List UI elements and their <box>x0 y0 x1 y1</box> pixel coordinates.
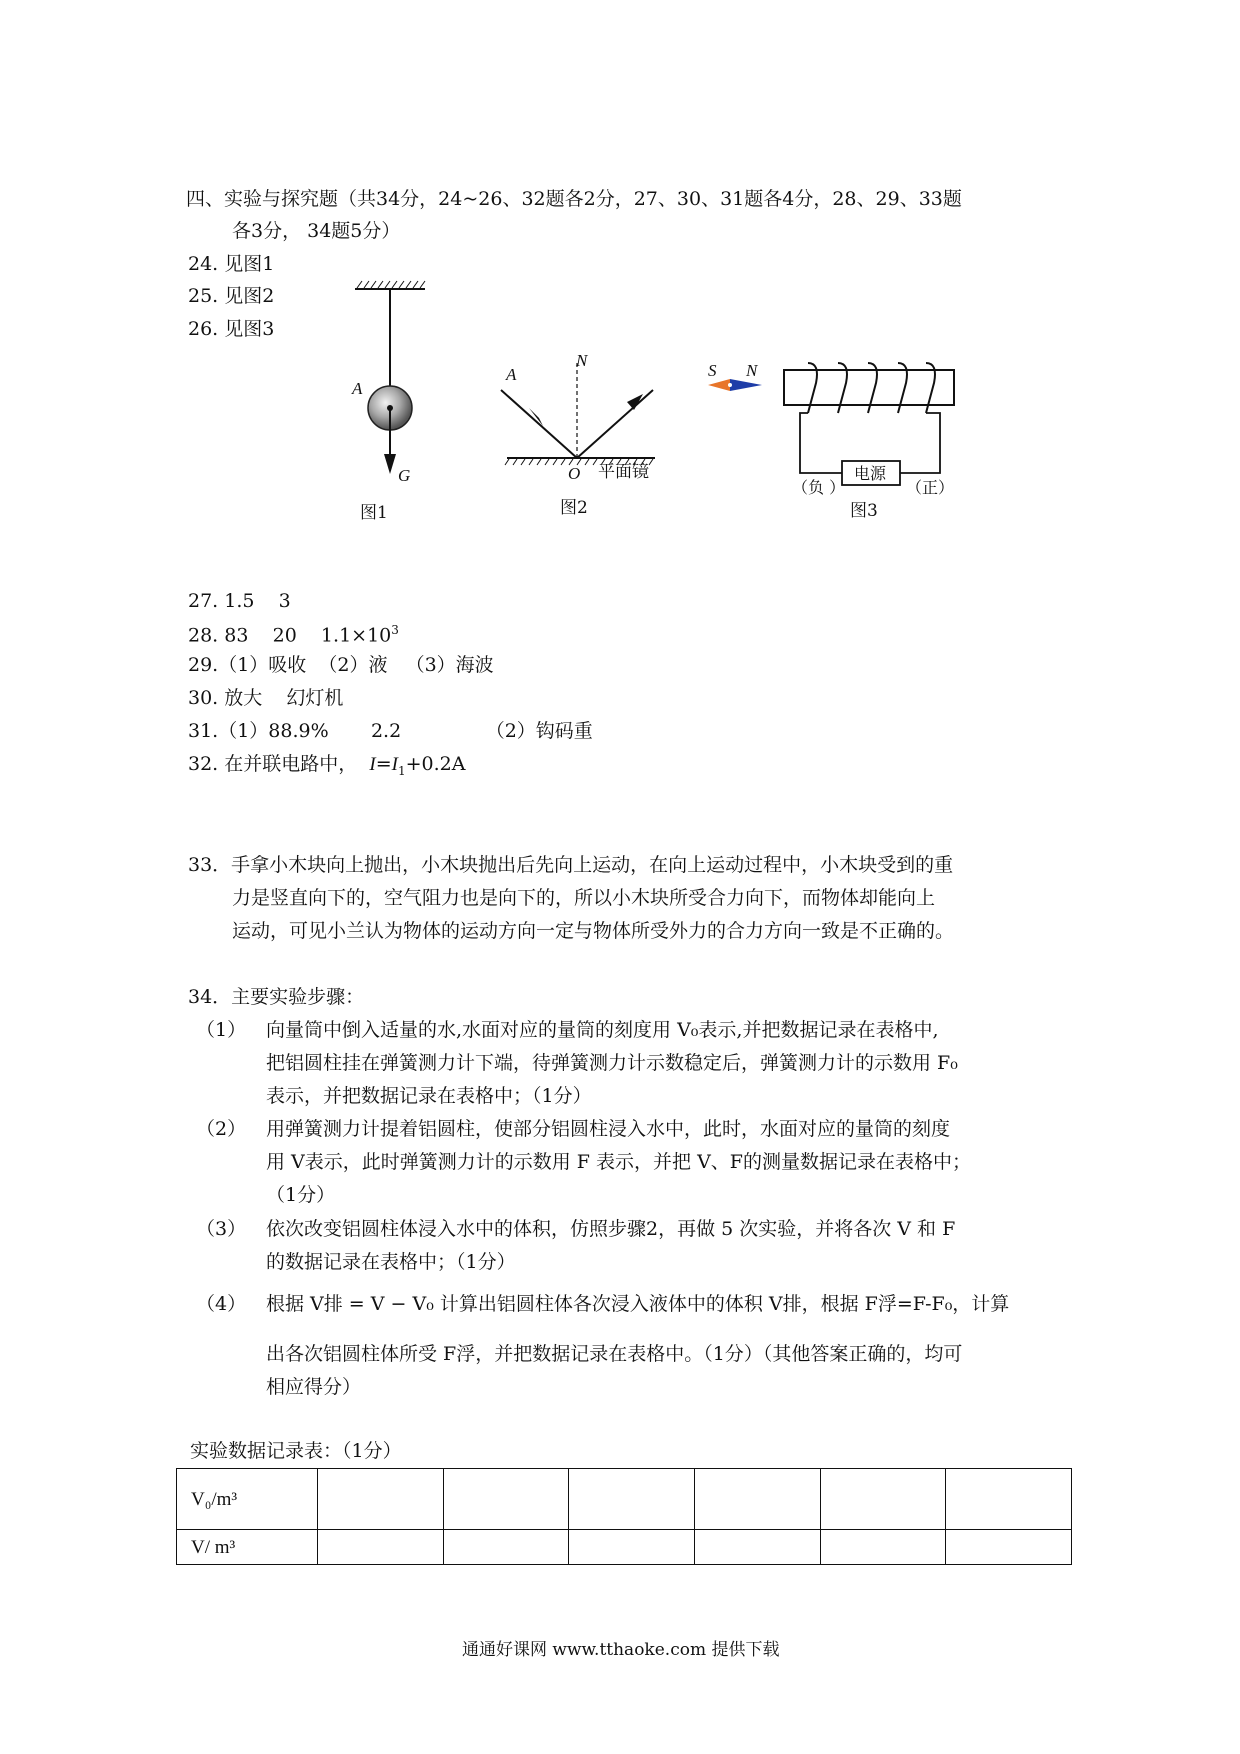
item-number: 24. <box>188 253 219 275</box>
figure-2-label-a: A <box>506 365 517 384</box>
table-cell <box>694 1469 820 1530</box>
q34-step-1-line-3: 表示，并把数据记录在表格中；（1分） <box>266 1085 592 1107</box>
figure-1-label-g: G <box>398 466 411 485</box>
answer-number: 27. <box>188 590 219 612</box>
answer-28 <box>188 624 399 645</box>
section-title: 四、实验与探究题（共34分，24~26、32题各2分，27、30、31题各4分，28、29、33题 <box>186 188 962 210</box>
table-cell <box>443 1469 569 1530</box>
negative-terminal-label: （负 ） <box>792 478 846 497</box>
figure-2-caption: 图2 <box>560 498 588 518</box>
formula-rest: +0.2A <box>405 753 466 775</box>
q34-step-1-line-1: 向量筒中倒入适量的水,水面对应的量筒的刻度用 V₀表示,并把数据记录在表格中, <box>266 1019 939 1041</box>
figure-3-solenoid <box>700 355 960 495</box>
table-row-header: V₀/m³ <box>177 1469 318 1530</box>
q34-step-2-number: （2） <box>196 1118 247 1140</box>
answer-29 <box>188 656 494 675</box>
item-text: 见图3 <box>224 318 275 340</box>
figure-1-caption: 图1 <box>360 503 388 523</box>
answer-text: （1）88.9% 2.2 （2）钩码重 <box>218 720 593 742</box>
answer-number: 30. <box>188 687 219 709</box>
formula-current-branch: I <box>391 754 398 775</box>
q34-step-2-line-2: 用 V表示，此时弹簧测力计的示数用 F 表示，并把 V、F的测量数据记录在表格中； <box>266 1151 971 1173</box>
answer-text: 放大 幻灯机 <box>224 687 344 709</box>
table-cell <box>569 1469 695 1530</box>
item-number: 26. <box>188 318 219 340</box>
q34-step-4-line-1: 根据 V排 = V − V₀ 计算出铝圆柱体各次浸入液体中的体积 V排，根据 F浮=F-F₀，计算 <box>266 1293 1010 1315</box>
q33-line-1: 33．手拿小木块向上抛出，小木块抛出后先向上运动，在向上运动过程中，小木块受到的重 <box>188 854 954 876</box>
table-row-header: V/ m³ <box>177 1530 318 1565</box>
q34-step-3-number: （3） <box>196 1218 247 1240</box>
q34-step-3-line-1: 依次改变铝圆柱体浸入水中的体积，仿照步骤2，再做 5 次实验，并将各次 V 和 F <box>266 1218 956 1240</box>
q34-step-2-line-3: （1分） <box>266 1184 336 1206</box>
answer-text: 83 20 1.1×10 <box>224 624 392 647</box>
q34-step-3-line-2: 的数据记录在表格中；（1分） <box>266 1251 516 1273</box>
section-title-cont: 各3分， 34题5分） <box>232 220 401 242</box>
figure-1-label-a: A <box>352 379 363 398</box>
q33-line-2: 力是竖直向下的，空气阻力也是向下的，所以小木块所受合力向下，而物体却能向上 <box>232 887 936 909</box>
answer-32 <box>188 755 465 777</box>
answer-text: 1.5 3 <box>224 590 291 612</box>
page-footer: 通通好课网 www.tthaoke.com 提供下载 <box>462 1640 780 1660</box>
figure-3-caption: 图3 <box>850 501 878 521</box>
q34-step-1-number: （1） <box>196 1019 247 1041</box>
compass-s-pole <box>708 379 730 391</box>
table-cell <box>946 1469 1072 1530</box>
table-row <box>177 1530 1072 1565</box>
answer-number: 29. <box>188 654 219 676</box>
table-cell <box>443 1530 569 1565</box>
item-text: 见图1 <box>224 253 275 275</box>
answer-text: （1）吸收 （2）液 （3）海波 <box>218 654 494 676</box>
table-caption: 实验数据记录表：（1分） <box>190 1440 402 1462</box>
answer-number: 32. <box>188 753 219 775</box>
q33-line-3: 运动，可见小兰认为物体的运动方向一定与物体所受外力的合力方向一致是不正确的。 <box>232 920 955 942</box>
answer-exponent: 3 <box>391 623 399 637</box>
answer-number: 28. <box>188 624 219 647</box>
figure-2-label-n: N <box>576 351 588 370</box>
q34-step-2-line-1: 用弹簧测力计提着铝圆柱，使部分铝圆柱浸入水中，此时，水面对应的量筒的刻度 <box>266 1118 951 1140</box>
table-cell <box>318 1469 444 1530</box>
answer-number: 31. <box>188 720 219 742</box>
table-cell <box>318 1530 444 1565</box>
compass-n-pole <box>730 379 762 391</box>
data-record-table <box>176 1468 1072 1565</box>
figure-1-pendulum <box>340 278 450 528</box>
answer-27 <box>188 592 291 611</box>
table-cell <box>820 1469 946 1530</box>
q34-step-4-line-3: 相应得分） <box>266 1376 362 1398</box>
item-26 <box>188 320 274 339</box>
q34-step-4-line-2: 出各次铝圆柱体所受 F浮，并把数据记录在表格中。（1分）（其他答案正确的，均可 <box>266 1343 963 1365</box>
item-text: 见图2 <box>224 285 275 307</box>
item-number: 25. <box>188 285 219 307</box>
answer-30 <box>188 689 343 708</box>
formula-current-total: I <box>369 754 376 775</box>
table-cell <box>820 1530 946 1565</box>
table-cell <box>569 1530 695 1565</box>
figure-3-label-s: S <box>708 361 717 380</box>
table-cell <box>694 1530 820 1565</box>
figure-2-mirror-label: 平面镜 <box>598 462 649 482</box>
figure-3-label-n: N <box>746 361 758 380</box>
power-source-label: 电源 <box>854 464 887 483</box>
q34-step-4-number: （4） <box>196 1293 247 1315</box>
q34-step-1-line-2: 把铝圆柱挂在弹簧测力计下端，待弹簧测力计示数稳定后，弹簧测力计的示数用 F₀ <box>266 1052 958 1074</box>
formula-subscript: 1 <box>397 763 406 778</box>
item-25 <box>188 287 274 306</box>
item-24 <box>188 255 274 274</box>
q34-heading: 34．主要实验步骤： <box>188 986 365 1008</box>
formula-equals: = <box>375 753 392 775</box>
table-row <box>177 1469 1072 1530</box>
positive-terminal-label: （正） <box>906 478 955 497</box>
answer-31 <box>188 722 593 741</box>
answer-text: 在并联电路中， <box>224 753 358 775</box>
figure-2-label-o: O <box>568 464 581 483</box>
table-cell <box>946 1530 1072 1565</box>
